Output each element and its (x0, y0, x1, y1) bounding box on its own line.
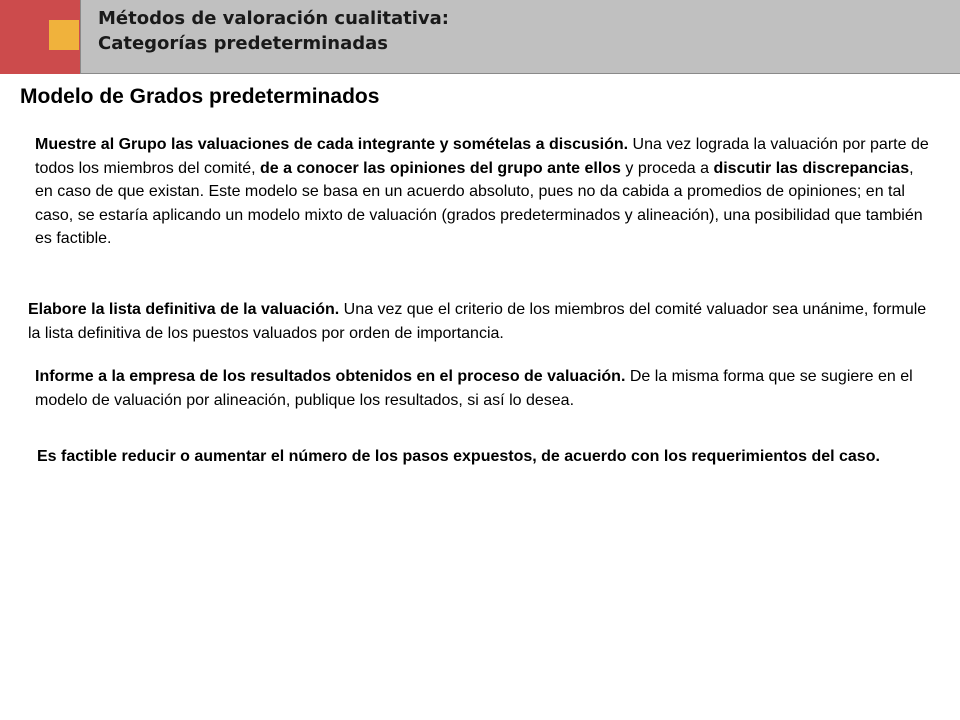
p1-text-b: y proceda a (620, 159, 714, 177)
paragraph-final-list (28, 298, 928, 345)
section-title: Modelo de Grados predeterminados (20, 85, 380, 108)
p1-lead: Muestre al Grupo las valuaciones de cada integrante y somételas a discusión. (35, 136, 629, 153)
paragraph-discussion (35, 133, 935, 251)
header-title (98, 6, 449, 56)
paragraph-inform-company (35, 365, 935, 412)
p3-text: De la misma forma que se sugiere en el modelo de valuación por alineación, publique los resultados, si así lo desea. (35, 368, 913, 409)
p1-emphasis-b: discutir las discrepancias (713, 159, 910, 177)
p1-text-a: Una vez lograda la valuación por parte de todos los miembros del comité, (35, 136, 929, 177)
p3-lead: Informe a la empresa de los resultados obtenidos en el proceso de valuación. (35, 368, 626, 385)
p1-emphasis-a: de a conocer las opiniones del grupo ante ellos (259, 159, 621, 177)
paragraph-note: Es factible reducir o aumentar el número de los pasos expuestos, de acuerdo con los requerimientos del caso. (37, 448, 880, 465)
header-title-line2: Categorías predeterminadas (98, 33, 388, 54)
p1-text-c: , en caso de que existan. Este modelo se basa en un acuerdo absoluto, pues no da cabida a promedios de opiniones; en tal caso, se estaría aplicando un modelo mixto de valuación (grados predeterminados y alineación), una posibilidad que también es factible. (35, 159, 923, 247)
header-accent-square (49, 20, 79, 50)
slide-header (0, 0, 960, 74)
p2-lead: Elabore la lista definitiva de la valuación. (28, 301, 340, 318)
header-title-line1: Métodos de valoración cualitativa: (98, 8, 449, 29)
p2-text: Una vez que el criterio de los miembros del comité valuador sea unánime, formule la lista definitiva de los puestos valuados por orden de importancia. (28, 301, 927, 342)
